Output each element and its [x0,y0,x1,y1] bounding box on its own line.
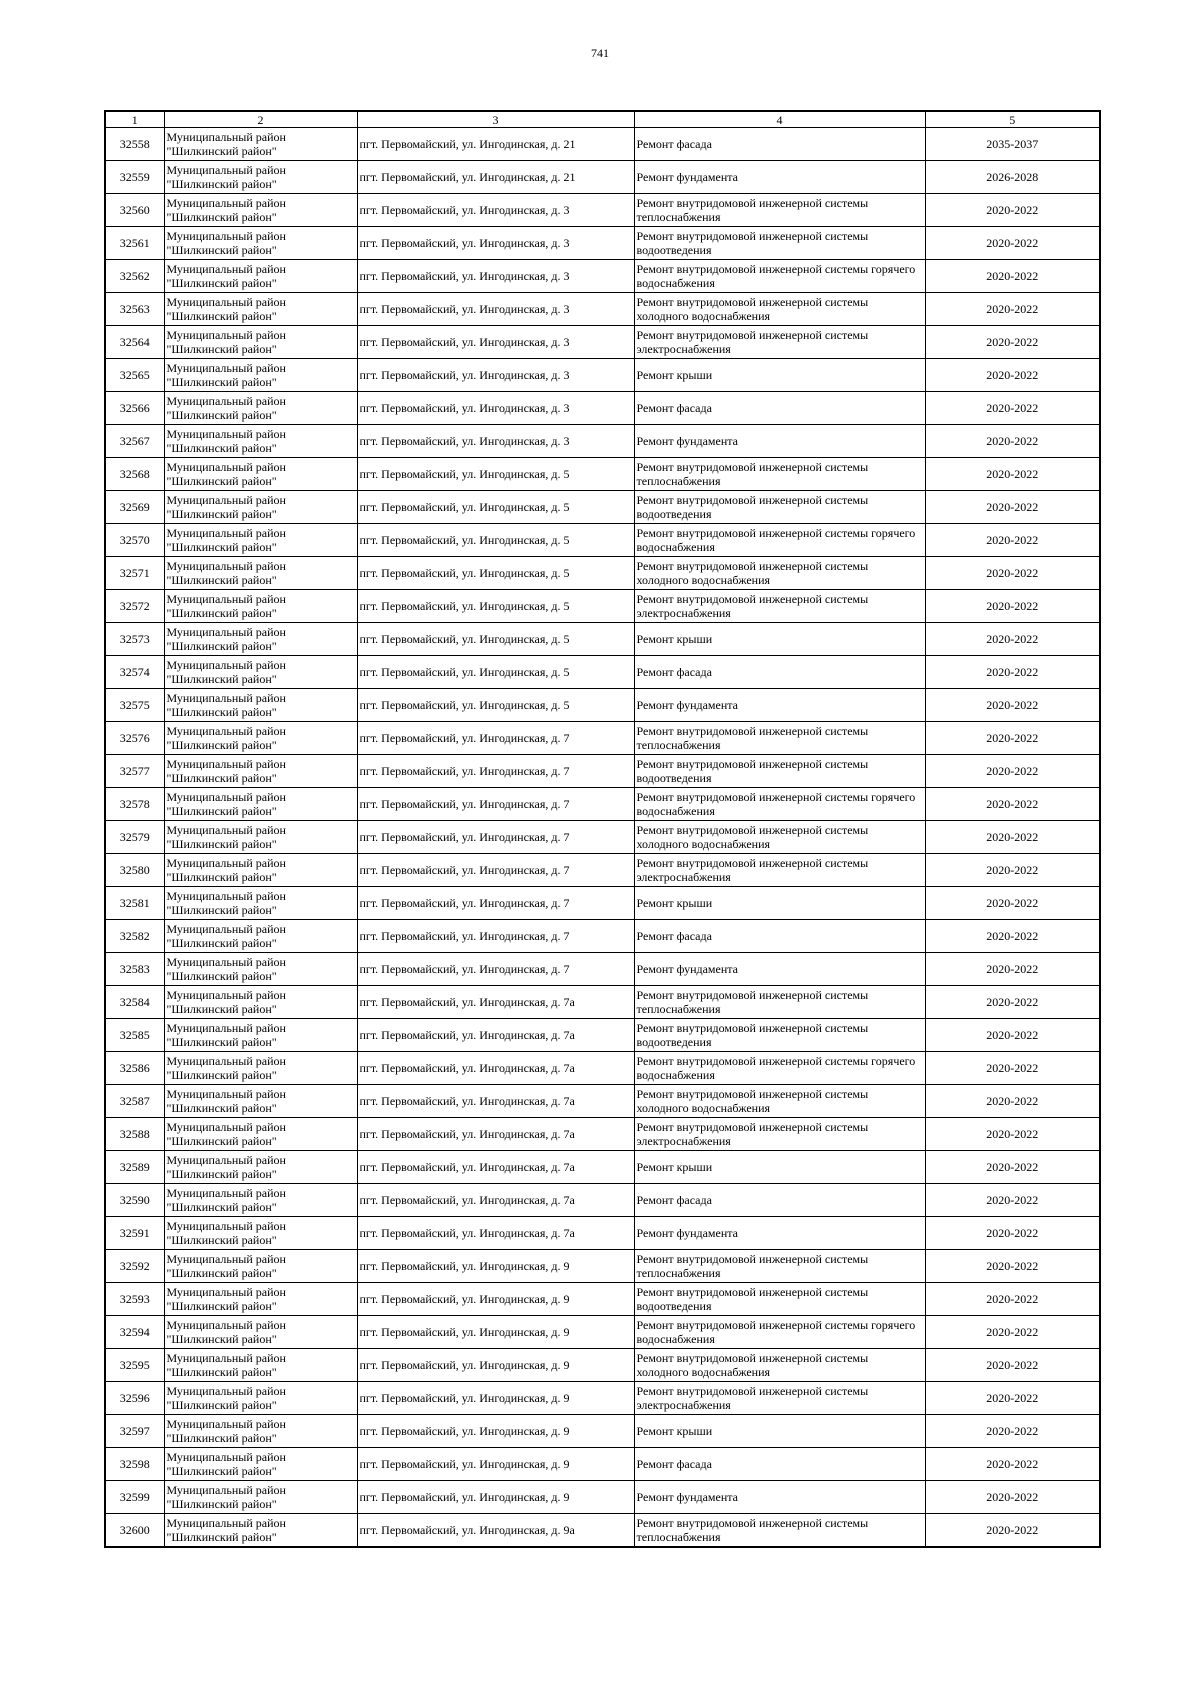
work-type-cell: Ремонт фундамента [634,161,925,194]
work-type-cell: Ремонт фундамента [634,425,925,458]
table-row [105,1085,1100,1118]
table-row [105,1250,1100,1283]
work-type-cell: Ремонт внутридомовой инженерной системы горячего водоснабжения [634,260,925,293]
row-number: 32581 [105,887,164,920]
municipality-cell: Муниципальный район "Шилкинский район" [164,425,357,458]
address-cell: пгт. Первомайский, ул. Ингодинская, д. 3 [357,194,634,227]
row-number: 32575 [105,689,164,722]
municipality-cell: Муниципальный район "Шилкинский район" [164,854,357,887]
table-row [105,524,1100,557]
term-cell: 2020-2022 [925,854,1100,887]
row-number: 32563 [105,293,164,326]
term-cell: 2020-2022 [925,524,1100,557]
municipality-cell: Муниципальный район "Шилкинский район" [164,1250,357,1283]
term-cell: 2020-2022 [925,458,1100,491]
municipality-cell: Муниципальный район "Шилкинский район" [164,722,357,755]
row-number: 32579 [105,821,164,854]
row-number: 32595 [105,1349,164,1382]
row-number: 32588 [105,1118,164,1151]
row-number: 32600 [105,1514,164,1548]
work-type-cell: Ремонт фундамента [634,953,925,986]
row-number: 32587 [105,1085,164,1118]
address-cell: пгт. Первомайский, ул. Ингодинская, д. 3 [357,293,634,326]
address-cell: пгт. Первомайский, ул. Ингодинская, д. 7 [357,920,634,953]
work-type-cell: Ремонт фасада [634,1448,925,1481]
municipality-cell: Муниципальный район "Шилкинский район" [164,1085,357,1118]
table-row [105,194,1100,227]
municipality-cell: Муниципальный район "Шилкинский район" [164,755,357,788]
address-cell: пгт. Первомайский, ул. Ингодинская, д. 7а [357,1052,634,1085]
work-type-cell: Ремонт внутридомовой инженерной системы холодного водоснабжения [634,293,925,326]
table-row [105,1283,1100,1316]
table-row [105,557,1100,590]
row-number: 32561 [105,227,164,260]
work-type-cell: Ремонт крыши [634,359,925,392]
address-cell: пгт. Первомайский, ул. Ингодинская, д. 7 [357,788,634,821]
municipality-cell: Муниципальный район "Шилкинский район" [164,1217,357,1250]
term-cell: 2020-2022 [925,1415,1100,1448]
municipality-cell: Муниципальный район "Шилкинский район" [164,161,357,194]
row-number: 32577 [105,755,164,788]
municipality-cell: Муниципальный район "Шилкинский район" [164,1019,357,1052]
address-cell: пгт. Первомайский, ул. Ингодинская, д. 9 [357,1250,634,1283]
municipality-cell: Муниципальный район "Шилкинский район" [164,1382,357,1415]
municipality-cell: Муниципальный район "Шилкинский район" [164,1481,357,1514]
work-type-cell: Ремонт крыши [634,623,925,656]
address-cell: пгт. Первомайский, ул. Ингодинская, д. 9 [357,1382,634,1415]
address-cell: пгт. Первомайский, ул. Ингодинская, д. 5 [357,656,634,689]
table-row [105,458,1100,491]
table-row [105,1382,1100,1415]
work-type-cell: Ремонт внутридомовой инженерной системы холодного водоснабжения [634,1349,925,1382]
municipality-cell: Муниципальный район "Шилкинский район" [164,1415,357,1448]
municipality-cell: Муниципальный район "Шилкинский район" [164,1151,357,1184]
term-cell: 2020-2022 [925,326,1100,359]
repair-schedule-table [104,110,1101,1548]
table-row [105,1184,1100,1217]
municipality-cell: Муниципальный район "Шилкинский район" [164,326,357,359]
municipality-cell: Муниципальный район "Шилкинский район" [164,1184,357,1217]
term-cell: 2020-2022 [925,392,1100,425]
term-cell: 2020-2022 [925,1283,1100,1316]
address-cell: пгт. Первомайский, ул. Ингодинская, д. 3 [357,425,634,458]
term-cell: 2020-2022 [925,1481,1100,1514]
term-cell: 2020-2022 [925,1250,1100,1283]
table-row [105,1052,1100,1085]
address-cell: пгт. Первомайский, ул. Ингодинская, д. 7а [357,1151,634,1184]
table-row [105,1217,1100,1250]
row-number: 32570 [105,524,164,557]
term-cell: 2020-2022 [925,194,1100,227]
row-number: 32558 [105,128,164,161]
term-cell: 2020-2022 [925,491,1100,524]
municipality-cell: Муниципальный район "Шилкинский район" [164,1349,357,1382]
table-row [105,161,1100,194]
term-cell: 2020-2022 [925,1085,1100,1118]
address-cell: пгт. Первомайский, ул. Ингодинская, д. 7а [357,1217,634,1250]
term-cell: 2020-2022 [925,1184,1100,1217]
municipality-cell: Муниципальный район "Шилкинский район" [164,1448,357,1481]
term-cell: 2020-2022 [925,1217,1100,1250]
address-cell: пгт. Первомайский, ул. Ингодинская, д. 3 [357,392,634,425]
term-cell: 2020-2022 [925,293,1100,326]
municipality-cell: Муниципальный район "Шилкинский район" [164,1118,357,1151]
term-cell: 2020-2022 [925,656,1100,689]
term-cell: 2020-2022 [925,1349,1100,1382]
term-cell: 2020-2022 [925,1382,1100,1415]
municipality-cell: Муниципальный район "Шилкинский район" [164,623,357,656]
term-cell: 2020-2022 [925,227,1100,260]
municipality-cell: Муниципальный район "Шилкинский район" [164,590,357,623]
municipality-cell: Муниципальный район "Шилкинский район" [164,656,357,689]
work-type-cell: Ремонт внутридомовой инженерной системы теплоснабжения [634,458,925,491]
municipality-cell: Муниципальный район "Шилкинский район" [164,788,357,821]
table-row [105,1316,1100,1349]
row-number: 32598 [105,1448,164,1481]
work-type-cell: Ремонт фасада [634,656,925,689]
work-type-cell: Ремонт фасада [634,128,925,161]
work-type-cell: Ремонт фасада [634,1184,925,1217]
municipality-cell: Муниципальный район "Шилкинский район" [164,458,357,491]
municipality-cell: Муниципальный район "Шилкинский район" [164,359,357,392]
term-cell: 2020-2022 [925,590,1100,623]
term-cell: 2020-2022 [925,1448,1100,1481]
table-row [105,425,1100,458]
work-type-cell: Ремонт внутридомовой инженерной системы водоотведения [634,755,925,788]
row-number: 32597 [105,1415,164,1448]
column-header-3: 3 [357,111,634,128]
address-cell: пгт. Первомайский, ул. Ингодинская, д. 5 [357,491,634,524]
work-type-cell: Ремонт крыши [634,1415,925,1448]
address-cell: пгт. Первомайский, ул. Ингодинская, д. 9 [357,1448,634,1481]
row-number: 32559 [105,161,164,194]
table-row [105,821,1100,854]
work-type-cell: Ремонт внутридомовой инженерной системы электроснабжения [634,854,925,887]
municipality-cell: Муниципальный район "Шилкинский район" [164,491,357,524]
municipality-cell: Муниципальный район "Шилкинский район" [164,524,357,557]
column-header-4: 4 [634,111,925,128]
address-cell: пгт. Первомайский, ул. Ингодинская, д. 3 [357,260,634,293]
row-number: 32573 [105,623,164,656]
header-row [105,111,1100,128]
municipality-cell: Муниципальный район "Шилкинский район" [164,128,357,161]
address-cell: пгт. Первомайский, ул. Ингодинская, д. 7 [357,755,634,788]
address-cell: пгт. Первомайский, ул. Ингодинская, д. 7 [357,722,634,755]
term-cell: 2020-2022 [925,986,1100,1019]
table-row [105,986,1100,1019]
table-row [105,326,1100,359]
table-row [105,656,1100,689]
term-cell: 2020-2022 [925,722,1100,755]
work-type-cell: Ремонт внутридомовой инженерной системы теплоснабжения [634,722,925,755]
address-cell: пгт. Первомайский, ул. Ингодинская, д. 5 [357,590,634,623]
work-type-cell: Ремонт внутридомовой инженерной системы холодного водоснабжения [634,557,925,590]
municipality-cell: Муниципальный район "Шилкинский район" [164,887,357,920]
work-type-cell: Ремонт внутридомовой инженерной системы теплоснабжения [634,194,925,227]
address-cell: пгт. Первомайский, ул. Ингодинская, д. 7а [357,1085,634,1118]
work-type-cell: Ремонт внутридомовой инженерной системы электроснабжения [634,326,925,359]
term-cell: 2020-2022 [925,1118,1100,1151]
work-type-cell: Ремонт внутридомовой инженерной системы водоотведения [634,1019,925,1052]
address-cell: пгт. Первомайский, ул. Ингодинская, д. 9 [357,1481,634,1514]
table-row [105,623,1100,656]
table-row [105,788,1100,821]
row-number: 32586 [105,1052,164,1085]
table-body [105,128,1100,1548]
row-number: 32571 [105,557,164,590]
work-type-cell: Ремонт фундамента [634,689,925,722]
term-cell: 2020-2022 [925,1151,1100,1184]
work-type-cell: Ремонт крыши [634,1151,925,1184]
row-number: 32567 [105,425,164,458]
term-cell: 2020-2022 [925,623,1100,656]
work-type-cell: Ремонт крыши [634,887,925,920]
address-cell: пгт. Первомайский, ул. Ингодинская, д. 3 [357,227,634,260]
table-row [105,1019,1100,1052]
row-number: 32569 [105,491,164,524]
work-type-cell: Ремонт фундамента [634,1217,925,1250]
table-row [105,722,1100,755]
term-cell: 2020-2022 [925,821,1100,854]
row-number: 32564 [105,326,164,359]
table-row [105,1349,1100,1382]
work-type-cell: Ремонт внутридомовой инженерной системы горячего водоснабжения [634,1316,925,1349]
address-cell: пгт. Первомайский, ул. Ингодинская, д. 3 [357,326,634,359]
address-cell: пгт. Первомайский, ул. Ингодинская, д. 5 [357,689,634,722]
row-number: 32568 [105,458,164,491]
municipality-cell: Муниципальный район "Шилкинский район" [164,953,357,986]
municipality-cell: Муниципальный район "Шилкинский район" [164,1052,357,1085]
address-cell: пгт. Первомайский, ул. Ингодинская, д. 7 [357,887,634,920]
municipality-cell: Муниципальный район "Шилкинский район" [164,293,357,326]
row-number: 32599 [105,1481,164,1514]
address-cell: пгт. Первомайский, ул. Ингодинская, д. 9 [357,1349,634,1382]
work-type-cell: Ремонт внутридомовой инженерной системы горячего водоснабжения [634,524,925,557]
term-cell: 2020-2022 [925,1514,1100,1548]
term-cell: 2020-2022 [925,359,1100,392]
address-cell: пгт. Первомайский, ул. Ингодинская, д. 3 [357,359,634,392]
row-number: 32589 [105,1151,164,1184]
municipality-cell: Муниципальный район "Шилкинский район" [164,920,357,953]
municipality-cell: Муниципальный район "Шилкинский район" [164,821,357,854]
row-number: 32583 [105,953,164,986]
work-type-cell: Ремонт внутридомовой инженерной системы электроснабжения [634,1382,925,1415]
column-header-1: 1 [105,111,164,128]
address-cell: пгт. Первомайский, ул. Ингодинская, д. 7 [357,953,634,986]
term-cell: 2020-2022 [925,689,1100,722]
row-number: 32593 [105,1283,164,1316]
work-type-cell: Ремонт внутридомовой инженерной системы водоотведения [634,1283,925,1316]
table-row [105,1448,1100,1481]
table-row [105,392,1100,425]
table-row [105,1415,1100,1448]
address-cell: пгт. Первомайский, ул. Ингодинская, д. 7а [357,1118,634,1151]
address-cell: пгт. Первомайский, ул. Ингодинская, д. 21 [357,128,634,161]
work-type-cell: Ремонт внутридомовой инженерной системы холодного водоснабжения [634,821,925,854]
municipality-cell: Муниципальный район "Шилкинский район" [164,557,357,590]
row-number: 32572 [105,590,164,623]
row-number: 32562 [105,260,164,293]
municipality-cell: Муниципальный район "Шилкинский район" [164,689,357,722]
table-row [105,920,1100,953]
table-row [105,359,1100,392]
term-cell: 2020-2022 [925,953,1100,986]
row-number: 32565 [105,359,164,392]
address-cell: пгт. Первомайский, ул. Ингодинская, д. 9а [357,1514,634,1548]
municipality-cell: Муниципальный район "Шилкинский район" [164,194,357,227]
table-row [105,491,1100,524]
row-number: 32594 [105,1316,164,1349]
address-cell: пгт. Первомайский, ул. Ингодинская, д. 5 [357,524,634,557]
table-row [105,128,1100,161]
table-row [105,590,1100,623]
term-cell: 2020-2022 [925,425,1100,458]
address-cell: пгт. Первомайский, ул. Ингодинская, д. 7 [357,854,634,887]
column-header-2: 2 [164,111,357,128]
address-cell: пгт. Первомайский, ул. Ингодинская, д. 9 [357,1316,634,1349]
address-cell: пгт. Первомайский, ул. Ингодинская, д. 7а [357,1184,634,1217]
work-type-cell: Ремонт внутридомовой инженерной системы теплоснабжения [634,1250,925,1283]
term-cell: 2020-2022 [925,557,1100,590]
table-header [105,111,1100,128]
table-row [105,755,1100,788]
term-cell: 2020-2022 [925,920,1100,953]
work-type-cell: Ремонт внутридомовой инженерной системы электроснабжения [634,1118,925,1151]
work-type-cell: Ремонт фундамента [634,1481,925,1514]
table-row [105,887,1100,920]
address-cell: пгт. Первомайский, ул. Ингодинская, д. 9 [357,1415,634,1448]
address-cell: пгт. Первомайский, ул. Ингодинская, д. 9 [357,1283,634,1316]
work-type-cell: Ремонт фасада [634,920,925,953]
column-header-5: 5 [925,111,1100,128]
municipality-cell: Муниципальный район "Шилкинский район" [164,260,357,293]
row-number: 32596 [105,1382,164,1415]
table-row [105,1151,1100,1184]
work-type-cell: Ремонт внутридомовой инженерной системы теплоснабжения [634,1514,925,1548]
address-cell: пгт. Первомайский, ул. Ингодинская, д. 5 [357,458,634,491]
table-row [105,1514,1100,1548]
table-row [105,953,1100,986]
row-number: 32591 [105,1217,164,1250]
municipality-cell: Муниципальный район "Шилкинский район" [164,227,357,260]
table-row [105,689,1100,722]
table-row [105,227,1100,260]
municipality-cell: Муниципальный район "Шилкинский район" [164,1316,357,1349]
table-row [105,1118,1100,1151]
row-number: 32560 [105,194,164,227]
address-cell: пгт. Первомайский, ул. Ингодинская, д. 7 [357,821,634,854]
row-number: 32576 [105,722,164,755]
row-number: 32582 [105,920,164,953]
term-cell: 2020-2022 [925,788,1100,821]
page-number: 741 [591,46,609,60]
row-number: 32590 [105,1184,164,1217]
term-cell: 2020-2022 [925,1316,1100,1349]
row-number: 32580 [105,854,164,887]
municipality-cell: Муниципальный район "Шилкинский район" [164,1283,357,1316]
row-number: 32566 [105,392,164,425]
table-row [105,260,1100,293]
table-row [105,854,1100,887]
address-cell: пгт. Первомайский, ул. Ингодинская, д. 5 [357,557,634,590]
term-cell: 2020-2022 [925,887,1100,920]
address-cell: пгт. Первомайский, ул. Ингодинская, д. 21 [357,161,634,194]
table-row [105,1481,1100,1514]
term-cell: 2020-2022 [925,1019,1100,1052]
work-type-cell: Ремонт внутридомовой инженерной системы горячего водоснабжения [634,1052,925,1085]
term-cell: 2035-2037 [925,128,1100,161]
work-type-cell: Ремонт внутридомовой инженерной системы электроснабжения [634,590,925,623]
address-cell: пгт. Первомайский, ул. Ингодинская, д. 5 [357,623,634,656]
row-number: 32574 [105,656,164,689]
address-cell: пгт. Первомайский, ул. Ингодинская, д. 7а [357,1019,634,1052]
term-cell: 2020-2022 [925,755,1100,788]
work-type-cell: Ремонт внутридомовой инженерной системы водоотведения [634,227,925,260]
term-cell: 2026-2028 [925,161,1100,194]
work-type-cell: Ремонт внутридомовой инженерной системы горячего водоснабжения [634,788,925,821]
work-type-cell: Ремонт внутридомовой инженерной системы водоотведения [634,491,925,524]
row-number: 32578 [105,788,164,821]
work-type-cell: Ремонт внутридомовой инженерной системы теплоснабжения [634,986,925,1019]
municipality-cell: Муниципальный район "Шилкинский район" [164,986,357,1019]
table-row [105,293,1100,326]
row-number: 32592 [105,1250,164,1283]
row-number: 32585 [105,1019,164,1052]
work-type-cell: Ремонт фасада [634,392,925,425]
work-type-cell: Ремонт внутридомовой инженерной системы холодного водоснабжения [634,1085,925,1118]
row-number: 32584 [105,986,164,1019]
municipality-cell: Муниципальный район "Шилкинский район" [164,1514,357,1548]
term-cell: 2020-2022 [925,260,1100,293]
address-cell: пгт. Первомайский, ул. Ингодинская, д. 7а [357,986,634,1019]
municipality-cell: Муниципальный район "Шилкинский район" [164,392,357,425]
term-cell: 2020-2022 [925,1052,1100,1085]
